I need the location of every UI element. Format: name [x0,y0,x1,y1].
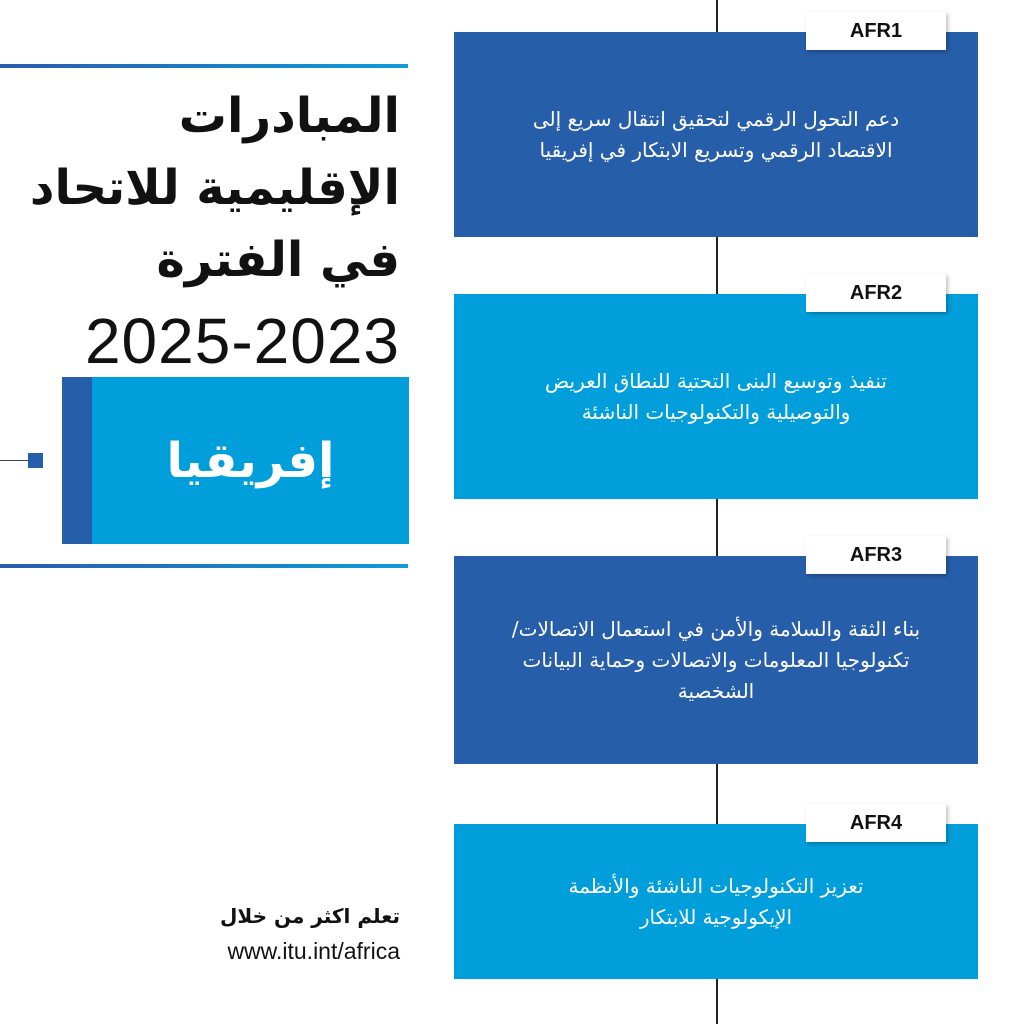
website-link[interactable]: www.itu.int/africa [227,938,400,964]
initiative-card-afr2 [454,281,978,499]
region-box-stripe [62,377,92,544]
initiative-code-afr1: AFR1 [806,12,946,50]
initiative-code-afr2: AFR2 [806,274,946,312]
title-line-2: الإقليمية للاتحاد [29,160,400,216]
region-connector-dot [28,453,43,468]
initiative-text-afr3: بناء الثقة والسلامة والأمن في استعمال الاتصالات/تكنولوجيا المعلومات والاتصالات وحماية البيانات الشخصية [511,616,921,703]
region-box [62,377,409,544]
learn-more-label: تعلم اكثر من خلال [220,904,400,928]
initiative-card-afr3 [454,543,978,764]
initiative-code-afr4: AFR4 [806,804,946,842]
initiative-text-afr2: تنفيذ وتوسيع البنى التحتية للنطاق العريض والتوصيلية والتكنولوجيات الناشئة [545,368,887,424]
bottom-divider [0,564,408,568]
title-line-1: المبادرات [178,88,400,144]
region-label: إفريقيا [166,432,335,489]
page-title [0,80,400,296]
initiative-code-afr3: AFR3 [806,536,946,574]
initiative-text-afr1: دعم التحول الرقمي لتحقيق انتقال سريع إلى الاقتصاد الرقمي وتسريع الابتكار في إفريقيا [532,106,900,162]
initiative-card-afr4 [454,811,978,979]
region-connector-line [0,460,28,461]
initiative-card-afr1 [454,19,978,237]
period-years: 2025-2023 [84,305,400,377]
top-divider [0,64,408,68]
initiative-text-afr4: تعزيز التكنولوجيات الناشئة والأنظمة الإيكولوجية للابتكار [568,873,864,929]
title-line-3: في الفترة [156,232,400,288]
